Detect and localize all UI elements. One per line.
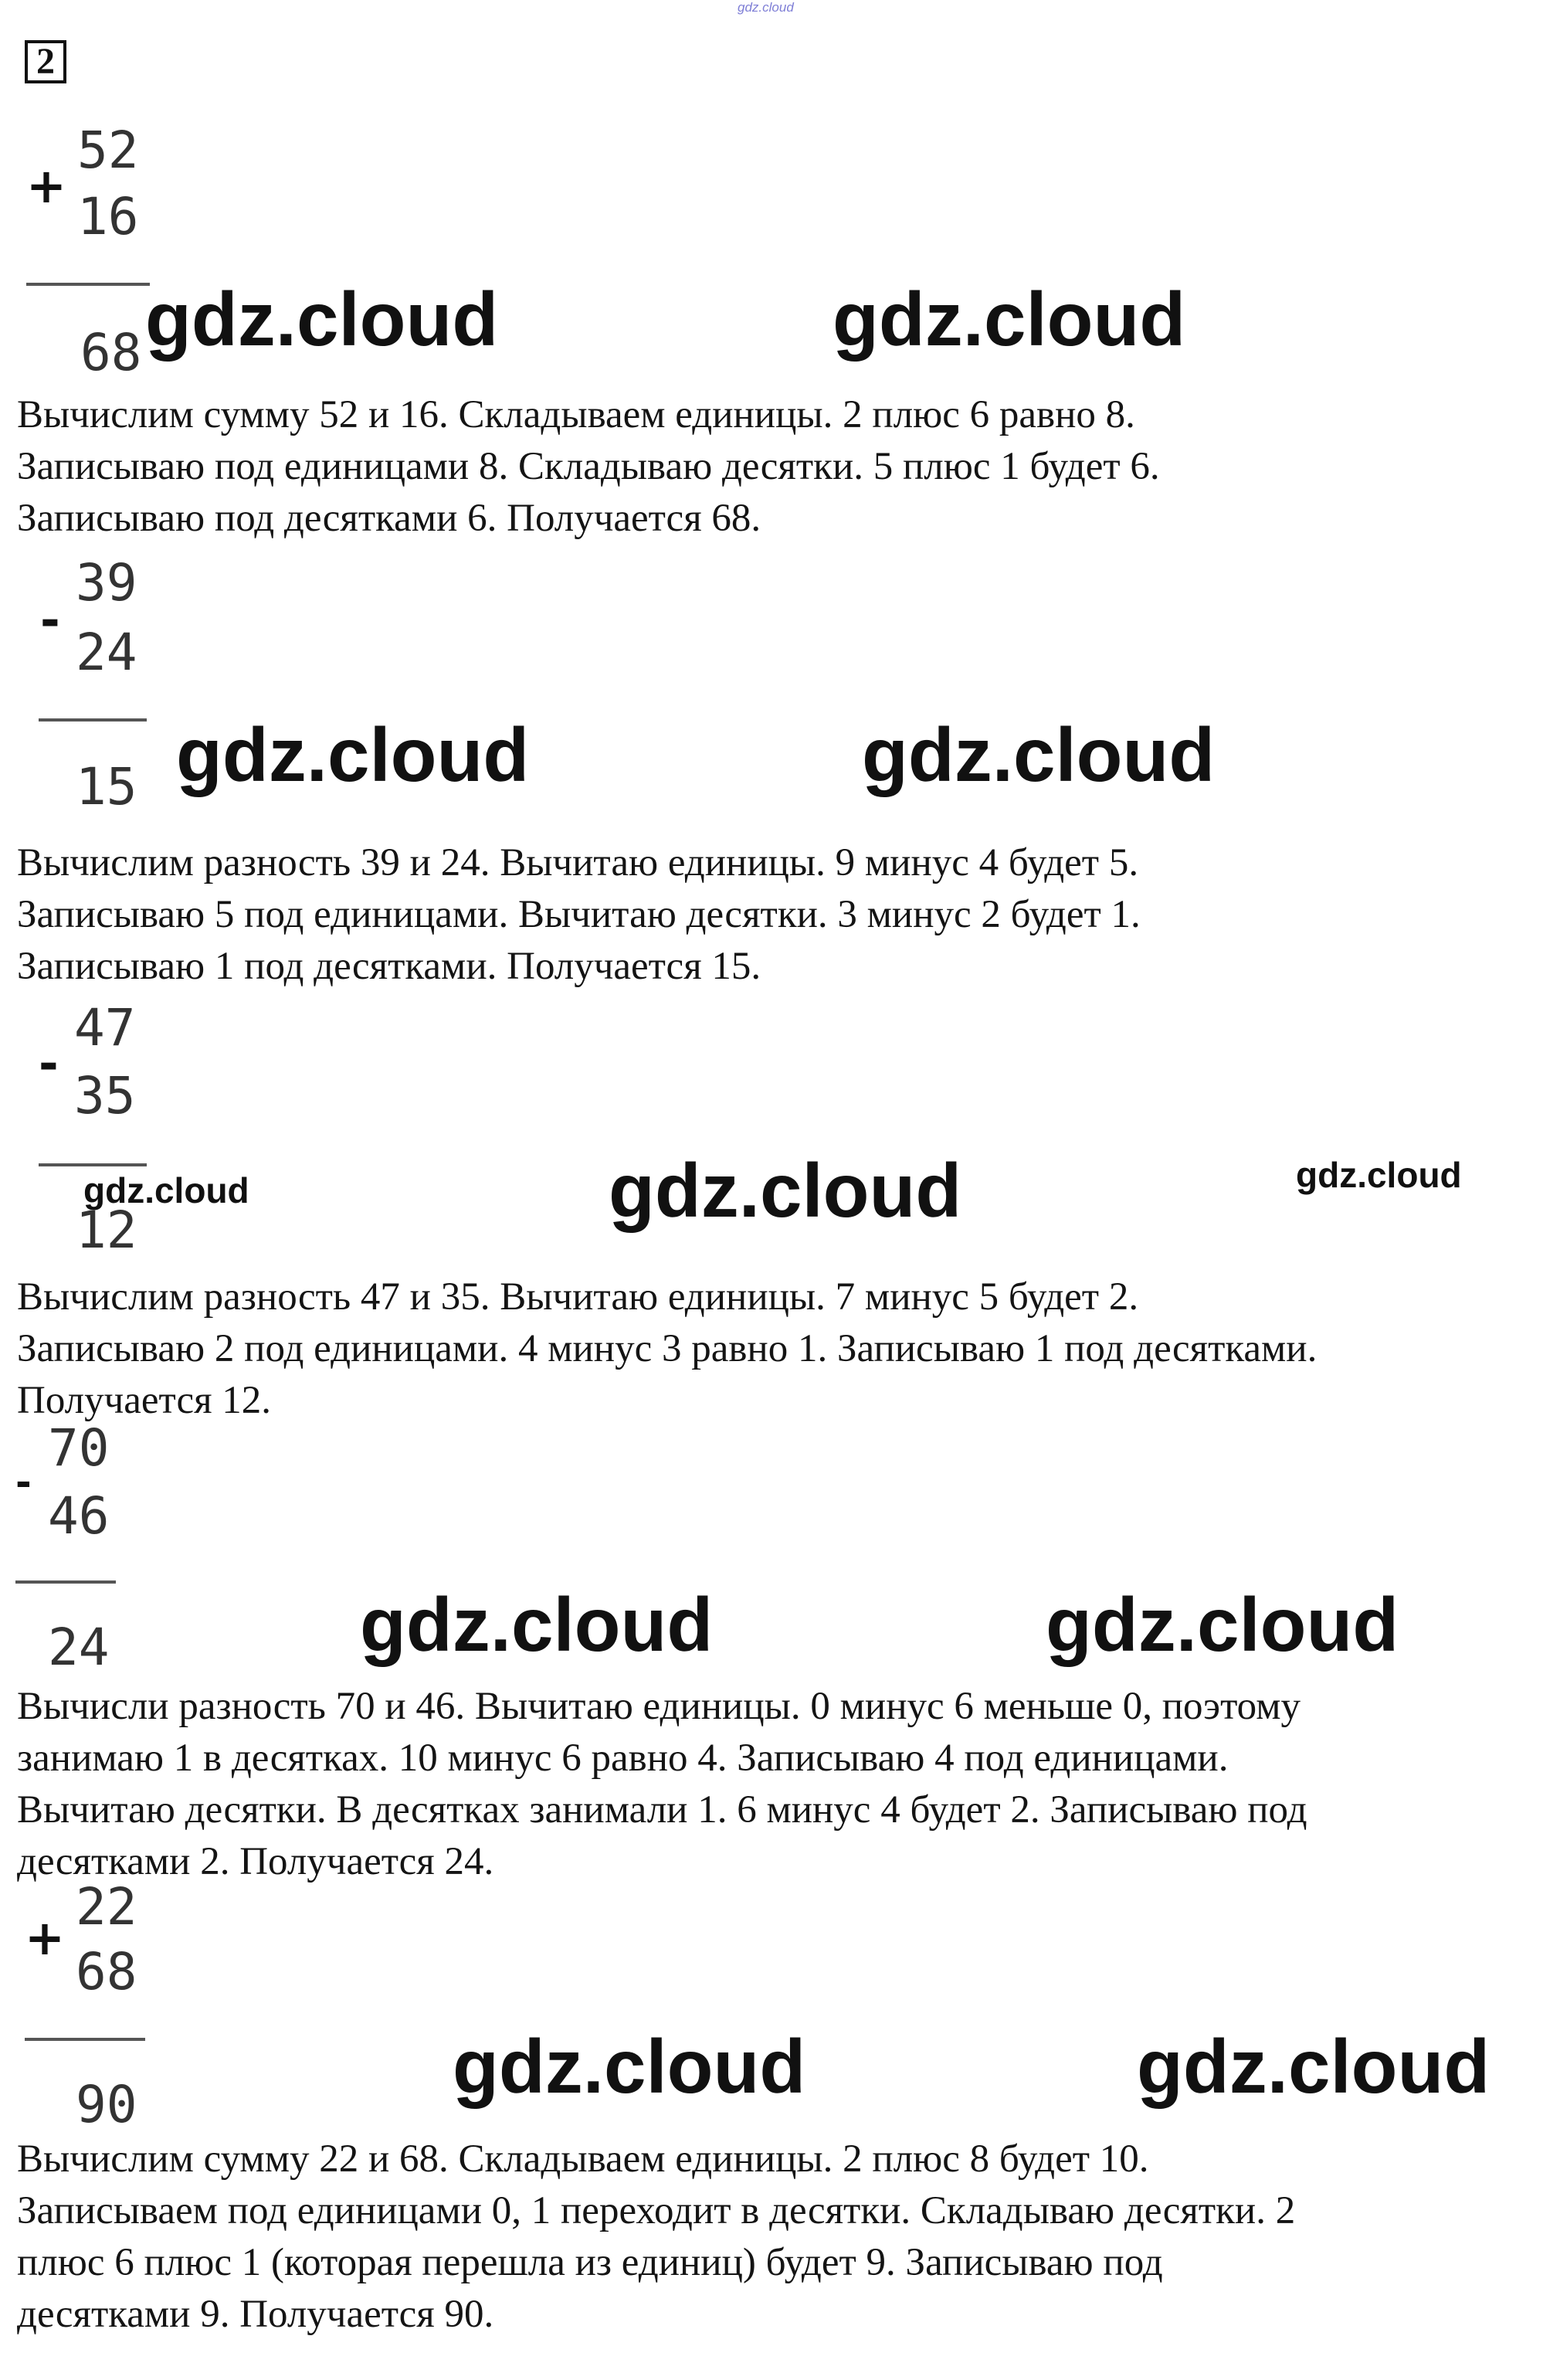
top-number: 52 [77,121,139,180]
text-line: Записываю 2 под единицами. 4 минус 3 равно 1. Записываю 1 под десятками. [17,1327,1317,1370]
result-number: 12 [76,1200,137,1260]
text-line: Вычислим разность 39 и 24. Вычитаю единицы. 9 минус 4 будет 5. [17,841,1139,884]
bottom-number: 68 [76,1942,137,2001]
text-line: Записываю под десятками 6. Получается 68. [17,497,761,540]
explanation-2 [17,837,1531,993]
text-line: Записываю 1 под десятками. Получается 15. [17,945,761,988]
watermark: gdz.cloud [862,712,1216,797]
result-number: 24 [48,1618,110,1677]
text-line: Вычитаю десятки. В десятках занимали 1. 6 минус 4 будет 2. Записываю под [17,1788,1307,1832]
text-line: Вычислим сумму 22 и 68. Складываем единицы. 2 плюс 8 будет 10. [17,2137,1149,2181]
watermark: gdz.cloud [145,277,499,362]
operation-sign: - [39,1035,59,1092]
explanation-3 [17,1271,1531,1427]
text-line: Вычисли разность 70 и 46. Вычитаю единицы. 0 минус 6 меньше 0, поэтому [17,1685,1301,1728]
explanation-4 [17,1681,1531,1888]
task-number-box: 2 [25,40,66,83]
top-number: 47 [74,998,136,1058]
sum-line [26,283,150,286]
difference-line [39,718,147,721]
watermark: gdz.cloud [833,277,1186,362]
result-number: 15 [76,757,137,817]
text-line: Вычислим сумму 52 и 16. Складываем единицы. 2 плюс 6 равно 8. [17,393,1135,436]
result-number: 68 [80,323,142,382]
text-line: десятками 9. Получается 90. [17,2293,494,2336]
bottom-number: 46 [48,1486,110,1546]
watermark: gdz.cloud [1046,1582,1399,1667]
watermark: gdz.cloud [360,1582,714,1667]
watermark: gdz.cloud [1296,1155,1462,1195]
site-mark: gdz.cloud [738,0,794,15]
watermark: gdz.cloud [176,712,530,797]
sum-line [25,2038,145,2041]
result-number: 90 [76,2075,137,2134]
explanation-5 [17,2134,1531,2341]
text-line: Записываю 5 под единицами. Вычитаю десятки. 3 минус 2 будет 1. [17,893,1141,936]
bottom-number: 35 [74,1066,136,1125]
text-line: Получается 12. [17,1379,272,1422]
text-line: десятками 2. Получается 24. [17,1840,494,1883]
top-number: 22 [76,1877,137,1937]
text-line: занимаю 1 в десятках. 10 минус 6 равно 4. Записываю 4 под единицами. [17,1737,1229,1780]
operation-sign: + [26,158,66,214]
explanation-1 [17,389,1531,545]
top-number: 39 [76,553,137,613]
difference-line [15,1580,116,1584]
text-line: Записываем под единицами 0, 1 переходит в десятки. Складываю десятки. 2 [17,2189,1296,2232]
bottom-number: 24 [76,623,137,682]
operation-sign: - [15,1460,32,1505]
difference-line [39,1163,147,1166]
text-line: Записываю под единицами 8. Складываю десятки. 5 плюс 1 будет 6. [17,445,1160,488]
text-line: плюс 6 плюс 1 (которая перешла из единиц) будет 9. Записываю под [17,2241,1163,2284]
watermark: gdz.cloud [1137,2024,1490,2109]
top-number: 70 [48,1418,110,1478]
operation-sign: - [40,592,60,648]
bottom-number: 16 [77,187,139,246]
watermark: gdz.cloud [609,1148,962,1233]
text-line: Вычислим разность 47 и 35. Вычитаю единицы. 7 минус 5 будет 2. [17,1275,1139,1319]
operation-sign: + [25,1910,65,1966]
watermark: gdz.cloud [453,2024,806,2109]
watermark: gdz.cloud [83,1170,249,1210]
